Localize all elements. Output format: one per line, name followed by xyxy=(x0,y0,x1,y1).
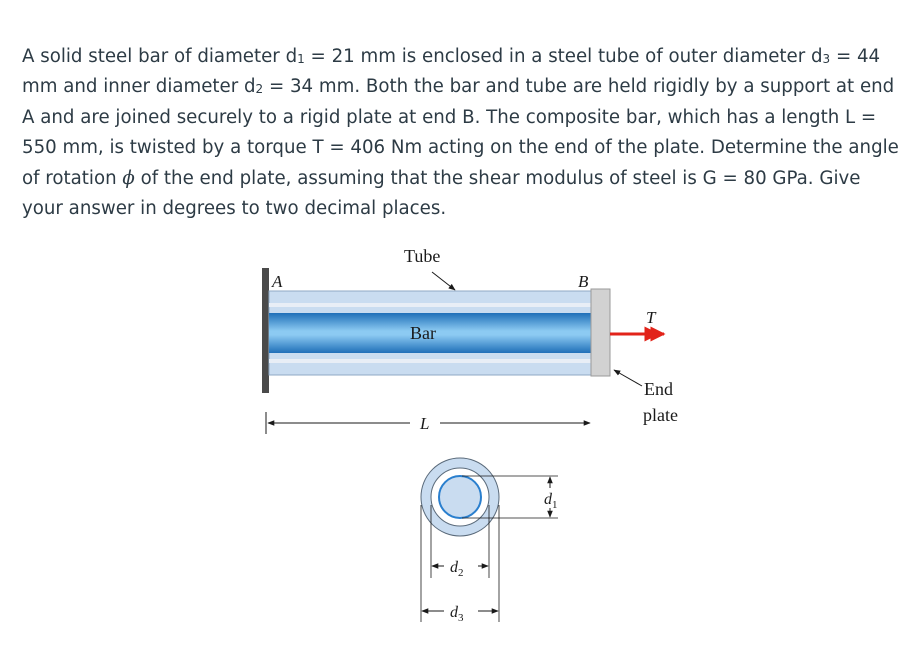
tube-inner-boundary-bottom xyxy=(269,359,591,363)
problem-text-2: = 21 mm is enclosed in a steel tube of outer diameter d xyxy=(304,46,823,67)
tube-label: Tube xyxy=(404,246,441,266)
torque-label: T xyxy=(646,308,656,327)
d2-label: $d_2$ xyxy=(450,559,464,579)
end-plate-label-line1: End xyxy=(644,379,673,399)
end-plate xyxy=(591,289,610,376)
d1-label: $d_1$ xyxy=(544,491,558,511)
phi-symbol: ϕ xyxy=(122,167,135,189)
problem-text-1: A solid steel bar of diameter d xyxy=(22,46,298,67)
problem-text-3: = 44 mm and inner diameter d xyxy=(22,46,881,98)
end-plate-label-line2: plate xyxy=(643,405,678,425)
bar-label: Bar xyxy=(410,323,436,343)
length-label: L xyxy=(420,414,430,433)
d3-label: $d_3$ xyxy=(450,604,464,624)
end-b-label: B xyxy=(578,272,589,291)
problem-text-4: = 34 mm. Both the bar and tube are held rigidly by a support at end A and are joined securely to a rigid plate at end B. The composite bar, which has a length L = 550 mm, is twisted by a torque T = 406 Nm acting on the end of the plate. Determine the angle of rotation xyxy=(22,76,899,189)
tube-inner-boundary-top xyxy=(269,303,591,307)
support-wall xyxy=(262,268,269,393)
end-plate-leader-line xyxy=(614,370,642,386)
tube-leader-line xyxy=(432,272,455,290)
problem-text-5: of the end plate, assuming that the shear modulus of steel is G = 80 GPa. Give your answer in degrees to two decimal places. xyxy=(22,167,861,220)
d3-subscript: 3 xyxy=(822,52,831,66)
d2-subscript: 2 xyxy=(255,82,264,97)
d1-subscript: 1 xyxy=(297,52,305,66)
end-a-label: A xyxy=(272,272,283,291)
bar-cross-section xyxy=(439,476,481,518)
